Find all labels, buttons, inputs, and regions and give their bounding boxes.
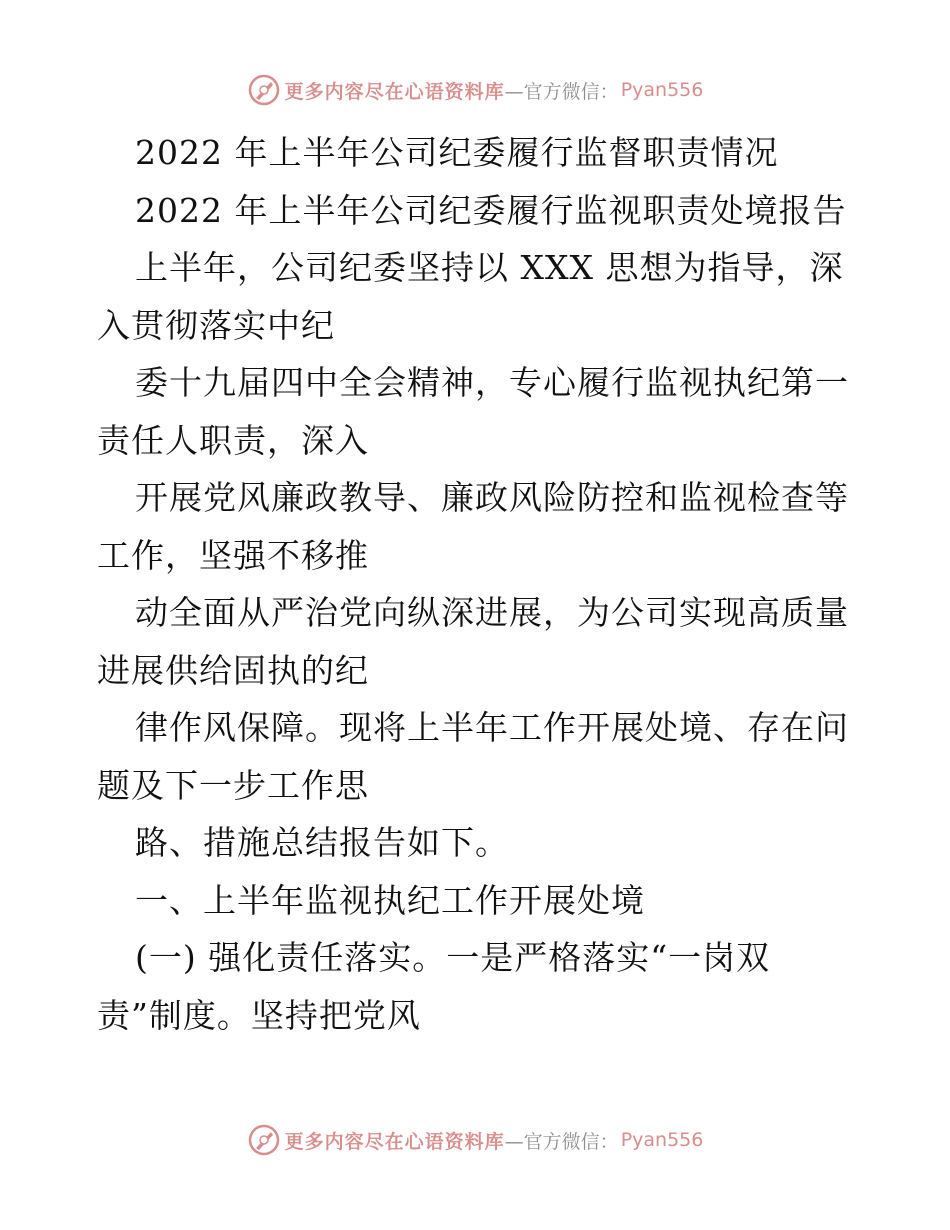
text-line: 2022 年上半年公司纪委履行监视职责处境报告 <box>135 190 847 230</box>
text-line: 责任人职责，深入 <box>97 420 369 460</box>
text-line: 2022 年上半年公司纪委履行监督职责情况 <box>135 133 779 172</box>
footer-watermark <box>0 1120 950 1160</box>
text-line: (一) 强化责任落实。一是严格落实“一岗双 <box>135 938 771 977</box>
watermark-brand: 更多内容尽在心语资料库 <box>284 1130 505 1153</box>
watermark-wechat-handle: Pyan556 <box>620 79 704 101</box>
watermark-brand: 更多内容尽在心语资料库 <box>284 80 505 103</box>
text-line: 律作风保障。现将上半年工作开展处境、存在问 <box>135 708 849 747</box>
text-line: 一、上半年监视执纪工作开展处境 <box>135 880 645 920</box>
watermark-contact-label: —官方微信： <box>504 80 619 103</box>
watermark-contact-label: —官方微信： <box>504 1130 619 1153</box>
quill-logo-icon <box>247 1123 281 1157</box>
text-line: 题及下一步工作思 <box>97 765 369 805</box>
text-line: 委十九届四中全会精神，专心履行监视执纪第一 <box>135 363 849 402</box>
text-line: 工作，坚强不移推 <box>97 535 369 575</box>
header-watermark <box>0 70 950 110</box>
text-line: 开展党风廉政教导、廉政风险防控和监视检查等 <box>135 478 849 517</box>
document-body <box>97 124 867 1044</box>
text-line: 动全面从严治党向纵深进展，为公司实现高质量 <box>135 593 849 632</box>
text-line: 路、措施总结报告如下。 <box>135 823 509 862</box>
watermark-wechat-handle: Pyan556 <box>620 1129 704 1151</box>
text-line: 上半年，公司纪委坚持以 XXX 思想为指导，深 <box>135 248 844 287</box>
text-line: 入贯彻落实中纪 <box>97 305 335 345</box>
quill-logo-icon <box>247 73 281 107</box>
text-line: 责”制度。坚持把党风 <box>97 995 421 1035</box>
text-line: 进展供给固执的纪 <box>97 650 369 690</box>
